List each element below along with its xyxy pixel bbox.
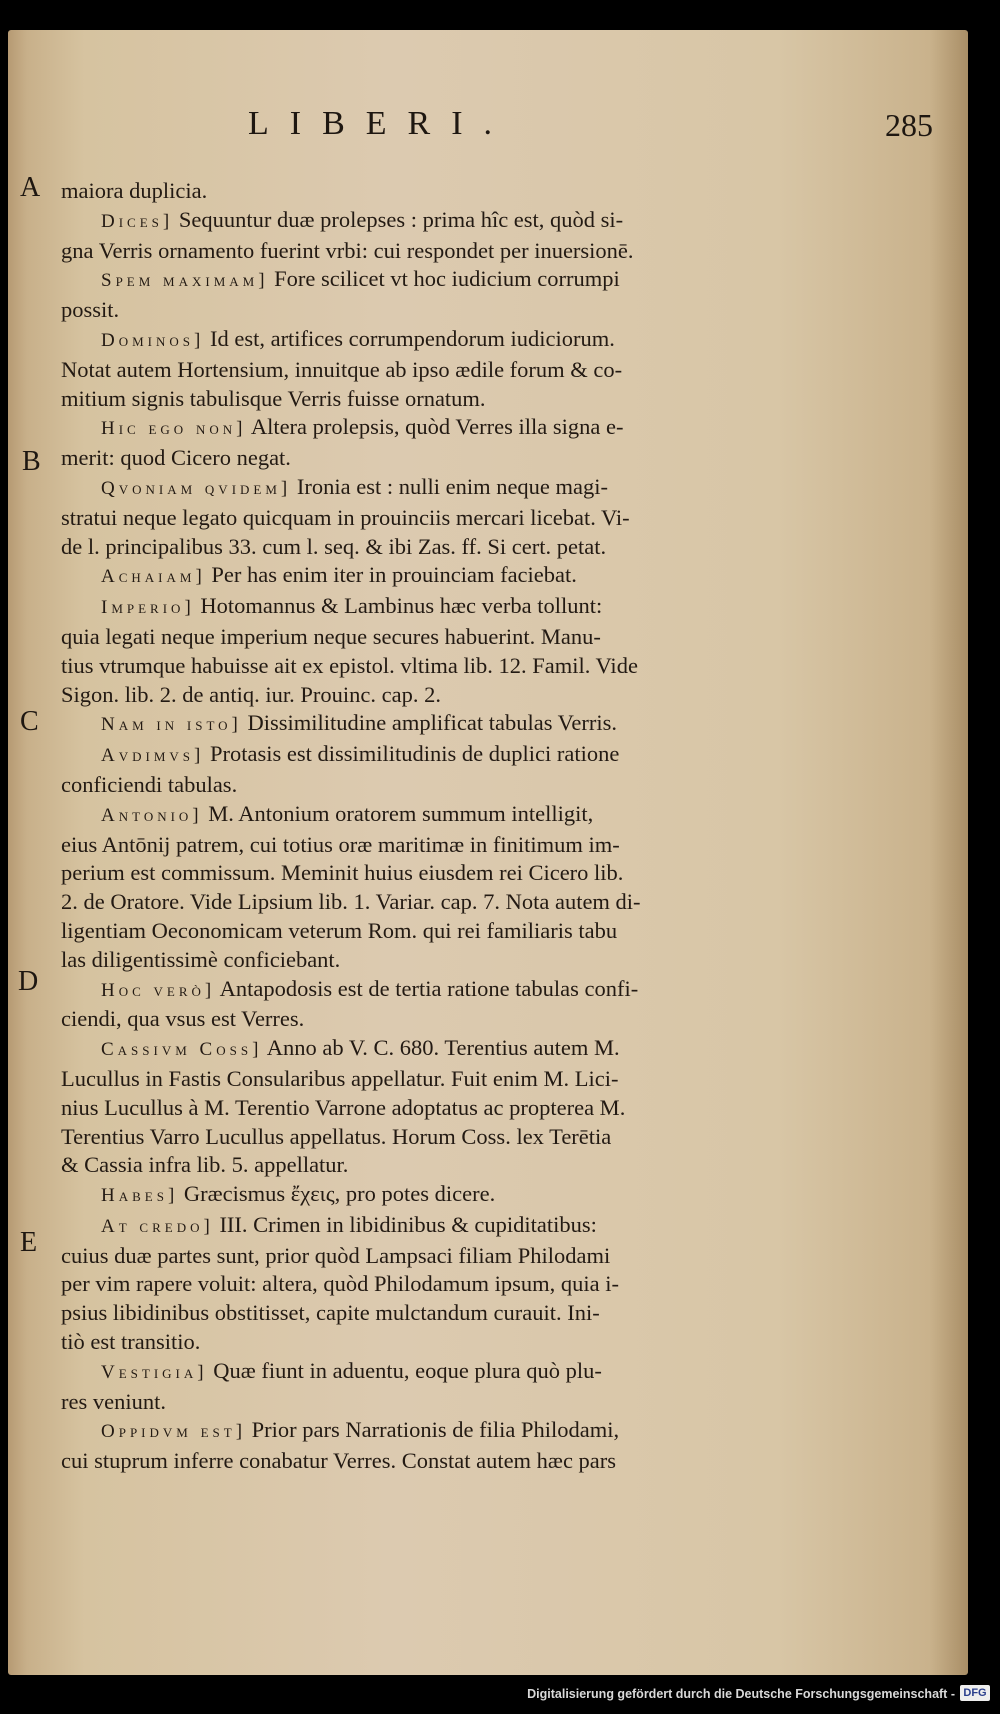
text-line bbox=[61, 1242, 736, 1271]
text-line bbox=[61, 1065, 736, 1094]
text-line bbox=[61, 1151, 736, 1180]
line-text: mitium signis tabulisque Verris fuisse ornatum. bbox=[61, 385, 486, 411]
text-line bbox=[61, 385, 736, 414]
line-text: gna Verris ornamento fuerint vrbi: cui respondet per inuersionē. bbox=[61, 237, 634, 263]
line-text: tiò est transitio. bbox=[61, 1329, 201, 1355]
margin-letter-a: A bbox=[20, 172, 41, 203]
funding-credit: Digitalisierung gefördert durch die Deutsche Forschungsgemeinschaft - bbox=[527, 1687, 955, 1701]
text-line bbox=[61, 888, 736, 917]
text-line bbox=[61, 533, 736, 562]
text-line bbox=[61, 206, 736, 237]
line-text: M. Antonium oratorem summum intelligit, bbox=[202, 800, 594, 826]
margin-letter-d: D bbox=[18, 966, 39, 997]
line-text: possit. bbox=[61, 297, 120, 323]
line-text: Quæ fiunt in aduentu, eoque plura quò plu- bbox=[207, 1357, 602, 1383]
text-line bbox=[61, 1005, 736, 1034]
text-line bbox=[61, 237, 736, 266]
line-text: Per has enim iter in prouinciam faciebat. bbox=[205, 562, 577, 588]
lemma: Antonio] bbox=[101, 804, 203, 826]
line-text: Antapodosis est de tertia ratione tabulas confi- bbox=[215, 975, 639, 1001]
text-line bbox=[61, 1328, 736, 1357]
lemma: Hoc verò] bbox=[101, 979, 216, 1001]
line-text: ciendi, qua vsus est Verres. bbox=[61, 1006, 305, 1032]
line-text: res veniunt. bbox=[61, 1388, 166, 1414]
lemma: Cassivm Coss] bbox=[101, 1039, 263, 1061]
margin-letter-c: C bbox=[20, 706, 39, 737]
digitization-footer bbox=[0, 1675, 1000, 1714]
text-line bbox=[61, 1180, 736, 1211]
line-text: Lucullus in Fastis Consularibus appellatur. Fuit enim M. Lici- bbox=[61, 1065, 619, 1091]
line-text: Id est, artifices corrumpendorum iudiciorum. bbox=[204, 325, 615, 351]
text-line bbox=[61, 771, 736, 800]
lemma: Qvoniam qvidem] bbox=[101, 477, 292, 499]
line-text: cui stuprum inferre conabatur Verres. Constat autem hæc pars bbox=[61, 1448, 617, 1474]
text-line bbox=[61, 917, 736, 946]
line-text: Protasis est dissimilitudinis de duplici ratione bbox=[204, 741, 620, 767]
text-line bbox=[61, 356, 736, 385]
text-line bbox=[61, 1034, 736, 1065]
line-text: Anno ab V. C. 680. Terentius autem M. bbox=[262, 1035, 620, 1061]
margin-letter-b: B bbox=[22, 446, 41, 477]
text-line bbox=[61, 444, 736, 473]
text-line bbox=[61, 859, 736, 888]
lemma: Dominos] bbox=[101, 329, 205, 351]
line-text: cuius duæ partes sunt, prior quòd Lampsaci filiam Philodami bbox=[61, 1242, 611, 1268]
lemma: Dices] bbox=[101, 210, 174, 232]
lemma: Habes] bbox=[101, 1185, 179, 1207]
text-line bbox=[61, 800, 736, 831]
text-line bbox=[61, 623, 736, 652]
line-text: ligentiam Oeconomicam veterum Rom. qui rei familiaris tabu bbox=[61, 917, 618, 943]
line-text: maiora duplicia. bbox=[61, 178, 208, 203]
running-head bbox=[248, 105, 933, 165]
line-text: Sigon. lib. 2. de antiq. iur. Prouinc. cap. 2. bbox=[61, 681, 441, 707]
text-line bbox=[61, 1357, 736, 1388]
text-line bbox=[61, 561, 736, 592]
line-text: & Cassia infra lib. 5. appellatur. bbox=[61, 1152, 349, 1178]
line-text: psius libidinibus obstitisset, capite mulctandum curauit. Ini- bbox=[61, 1300, 600, 1326]
running-title: LIBERI. bbox=[248, 105, 514, 142]
line-text: Terentius Varro Lucullus appellatus. Horum Coss. lex Terētia bbox=[61, 1123, 612, 1149]
line-text: Græcismus ἔχεις, pro potes dicere. bbox=[178, 1181, 496, 1207]
text-line bbox=[61, 1094, 736, 1123]
text-line bbox=[61, 946, 736, 975]
lemma: Nam in isto] bbox=[101, 714, 242, 736]
text-line bbox=[61, 1299, 736, 1328]
lemma: Spem maximam] bbox=[101, 270, 269, 292]
text-line bbox=[61, 1447, 736, 1476]
lemma: Achaiam] bbox=[101, 566, 206, 588]
line-text: merit: quod Cicero negat. bbox=[61, 445, 291, 471]
text-line bbox=[61, 413, 736, 444]
text-line bbox=[61, 1211, 736, 1242]
text-line bbox=[61, 473, 736, 504]
line-text: Prior pars Narrationis de filia Philodami, bbox=[246, 1417, 620, 1443]
lemma: Imperio] bbox=[101, 597, 195, 619]
text-line bbox=[61, 504, 736, 533]
line-text: 2. de Oratore. Vide Lipsium lib. 1. Variar. cap. 7. Nota autem di- bbox=[61, 889, 641, 915]
line-text: tius vtrumque habuisse ait ex epistol. vltima lib. 12. Famil. Vide bbox=[61, 652, 638, 678]
text-line bbox=[61, 681, 736, 710]
text-line bbox=[61, 592, 736, 623]
lemma: Vestigia] bbox=[101, 1361, 208, 1383]
lemma: Oppidvm est] bbox=[101, 1421, 247, 1443]
margin-letter-e: E bbox=[20, 1227, 38, 1258]
line-text: Fore scilicet vt hoc iudicium corrumpi bbox=[268, 266, 620, 292]
line-text: Ironia est : nulli enim neque magi- bbox=[291, 473, 609, 499]
line-text: stratui neque legato quicquam in prouinciis mercari licebat. Vi- bbox=[61, 504, 630, 530]
line-text: Altera prolepsis, quòd Verres illa signa e- bbox=[246, 414, 624, 440]
book-page bbox=[8, 30, 968, 1675]
line-text: quia legati neque imperium neque secures habuerint. Manu- bbox=[61, 623, 601, 649]
text-line bbox=[61, 296, 736, 325]
text-line bbox=[61, 265, 736, 296]
text-line bbox=[61, 325, 736, 356]
line-text: las diligentissimè conficiebant. bbox=[61, 946, 341, 972]
line-text: Dissimilitudine amplificat tabulas Verris. bbox=[241, 710, 618, 736]
line-text: eius Antōnij patrem, cui totius oræ maritimæ in finitimum im- bbox=[61, 831, 620, 857]
text-line bbox=[61, 652, 736, 681]
text-line bbox=[61, 1270, 736, 1299]
line-text: III. Crimen in libidinibus & cupiditatibus: bbox=[213, 1211, 597, 1237]
text-line bbox=[61, 709, 736, 740]
line-text: Hotomannus & Lambinus hæc verba tollunt: bbox=[194, 593, 603, 619]
text-line bbox=[61, 177, 736, 206]
line-text: per vim rapere voluit: altera, quòd Philodamum ipsum, quia i- bbox=[61, 1271, 620, 1297]
dfg-logo-icon: DFG bbox=[960, 1685, 990, 1701]
text-line bbox=[61, 1388, 736, 1417]
text-line bbox=[61, 740, 736, 771]
lemma: Hic ego non] bbox=[101, 418, 247, 440]
text-line bbox=[61, 1123, 736, 1152]
line-text: Notat autem Hortensium, innuitque ab ipso ædile forum & co- bbox=[61, 356, 623, 382]
text-line bbox=[61, 831, 736, 860]
line-text: de l. principalibus 33. cum l. seq. & ibi Zas. ff. Si cert. petat. bbox=[61, 533, 607, 559]
line-text: perium est commissum. Meminit huius eiusdem rei Cicero lib. bbox=[61, 860, 624, 886]
commentary-text bbox=[61, 177, 736, 1476]
page-number: 285 bbox=[885, 107, 933, 143]
lemma: Avdimvs] bbox=[101, 745, 205, 767]
lemma: At credo] bbox=[101, 1215, 214, 1237]
line-text: Sequuntur duæ prolepses : prima hîc est, quòd si- bbox=[173, 206, 624, 232]
line-text: nius Lucullus à M. Terentio Varrone adoptatus ac propterea M. bbox=[61, 1094, 626, 1120]
text-line bbox=[61, 975, 736, 1006]
text-line bbox=[61, 1416, 736, 1447]
line-text: conficiendi tabulas. bbox=[61, 771, 238, 797]
